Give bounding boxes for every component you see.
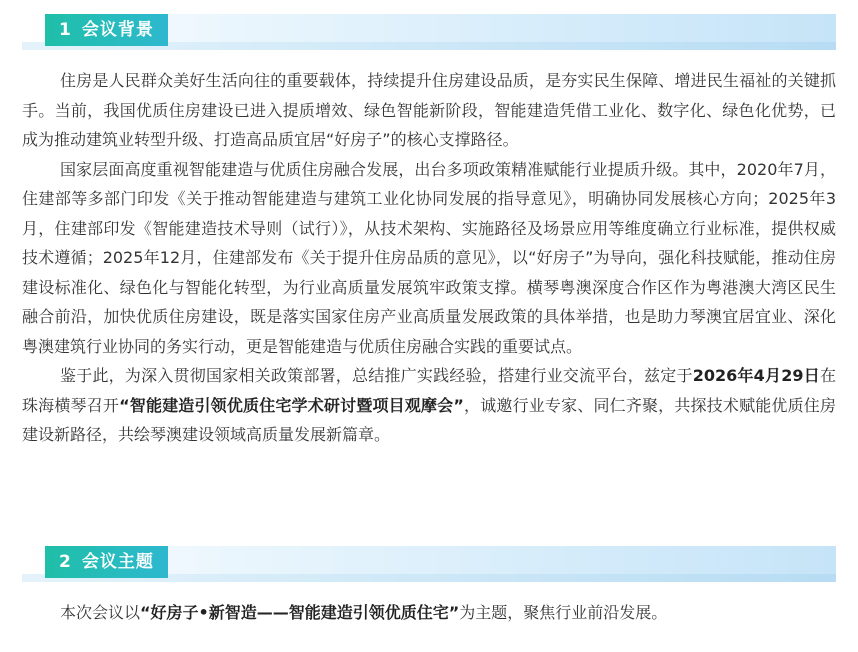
section-2-header (22, 546, 836, 582)
section-2-title: 会议主题 (81, 552, 154, 572)
body-text: 住房是人民群众美好生活向往的重要载体，持续提升住房建设品质，是夯实民生保障、增进民生福祉的关键抓手。当前，我国优质住房建设已进入提质增效、绿色智能新阶段，智能建造凭借工业化、数字化、绿色化优势，已成为推动建筑业转型升级、打造高品质宜居“好房子”的核心支撑路径。 (22, 71, 836, 149)
emphasis-text: 2026年4月29日 (692, 366, 820, 385)
body-text: 为主题，聚焦行业前沿发展。 (459, 603, 668, 622)
section-1-number: 1 (59, 20, 72, 40)
emphasis-text: “智能建造引领优质住宅学术研讨暨项目观摩会” (119, 395, 464, 415)
section-1-paragraph (22, 361, 836, 450)
section-2-content (22, 598, 836, 628)
section-1-paragraph (22, 155, 836, 362)
section-1-header (22, 14, 836, 50)
section-1-content (22, 66, 836, 450)
section-1-paragraph (22, 66, 836, 155)
section-1-title: 会议背景 (81, 20, 154, 40)
body-text: 在珠海横琴召开 (22, 366, 836, 415)
emphasis-text: “好房子•新智造——智能建造引领优质住宅” (140, 603, 460, 622)
body-text: ，诚邀行业专家、同仁齐聚，共探技术赋能优质住房建设新路径，共绘琴澳建设领域高质量发展新篇章。 (22, 395, 836, 444)
body-text: 本次会议以 (60, 603, 141, 622)
section-2-tag (45, 546, 168, 578)
body-text: 国家层面高度重视智能建造与优质住房融合发展，出台多项政策精准赋能行业提质升级。其中，2020年7月，住建部等多部门印发《关于推动智能建造与建筑工业化协同发展的指导意见》，明确协同发展核心方向；2025年3月，住建部印发《智能建造技术导则（试行）》，从技术架构、实施路径及场景应用等维度确立行业标准，提供权威技术遵循；2025年12月，住建部发布《关于提升住房品质的意见》，以“好房子”为导向，强化科技赋能，推动住房建设标准化、绿色化与智能化转型，为行业高质量发展筑牢政策支撑。横琴粤澳深度合作区作为粤港澳大湾区民生融合前沿，加快优质住房建设，既是落实国家住房产业高质量发展政策的具体举措，也是助力琴澳宜居宜业、深化粤澳建筑行业协同的务实行动，更是智能建造与优质住房融合实践的重要试点。 (22, 159, 836, 356)
section-2-paragraph (22, 598, 836, 628)
section-1-tag (45, 14, 168, 46)
section-2-number: 2 (59, 552, 72, 572)
body-text: 鉴于此，为深入贯彻国家相关政策部署，总结推广实践经验，搭建行业交流平台，兹定于 (60, 366, 693, 385)
